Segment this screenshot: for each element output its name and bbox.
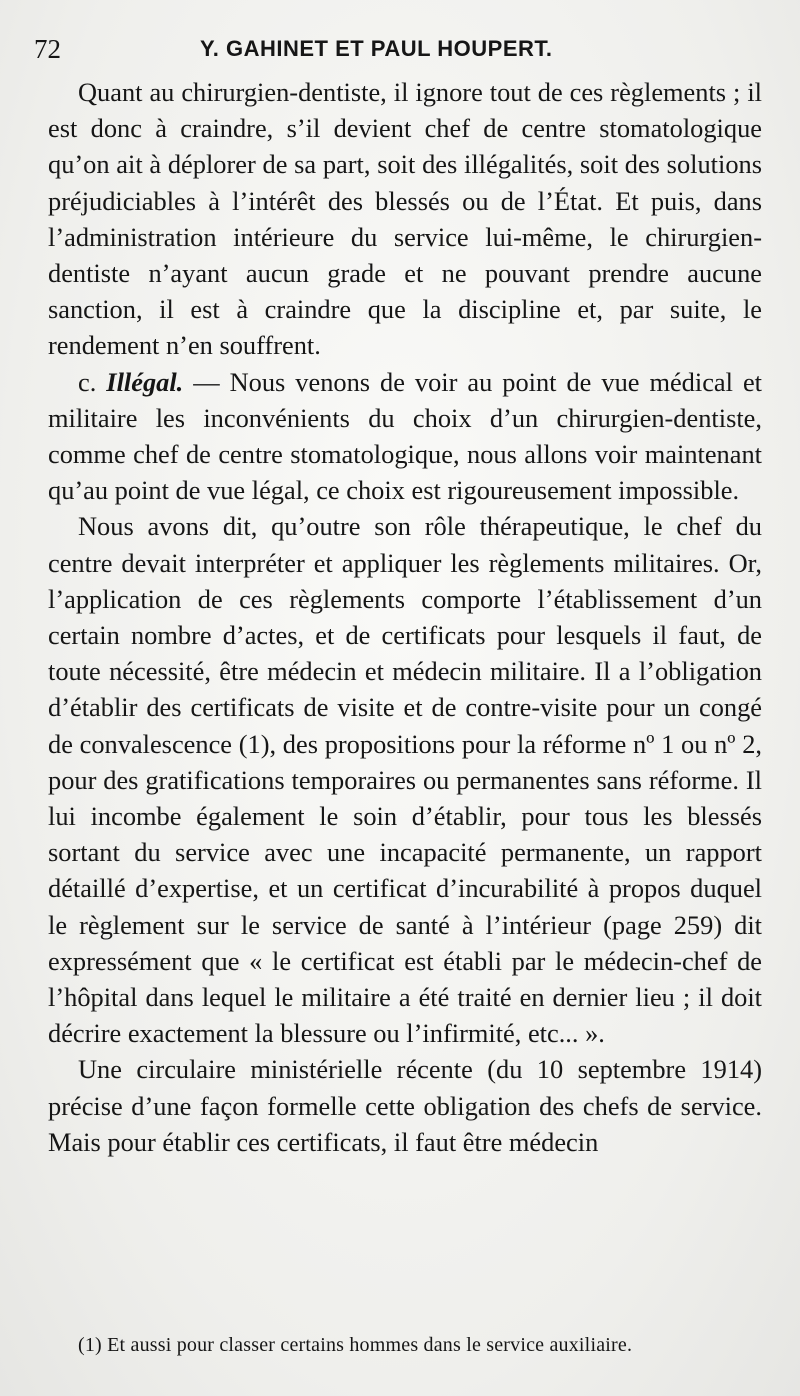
paragraph-3: Nous avons dit, qu’outre son rôle thérapeutique, le chef du centre devait interpréter et appliquer les règlements militaires. Or, l’application de ces règlements comporte l’établissement d’un certain nombre d’actes, et de certificats pour lesquels il faut, de toute nécessité, être médecin et médecin militaire. Il a l’obligation d’établir des certificats de visite et de contre-visite pour un congé de convalescence (1), des propositions pour la réforme nº 1 ou nº 2, pour des gratifications temporaires ou permanentes sans réforme. Il lui incombe également le soin d’établir, pour tous les blessés sortant du service avec une incapacité permanente, un rapport détaillé d’expertise, et un certificat d’incurabilité à propos duquel le règlement sur le service de santé à l’intérieur (page 259) dit expressément que « le certificat est établi par le médecin-chef de l’hôpital dans lequel le militaire a été traité en dernier lieu ; il doit décrire exactement la blessure ou l’infirmité, etc... ». — [48, 511, 762, 1049]
paragraph-4: Une circulaire ministérielle récente (du 10 septembre 1914) précise d’une façon formelle cette obligation des chefs de service. Mais pour établir ces certificats, il faut être médecin — [48, 1054, 762, 1157]
running-head: Y. GAHINET ET PAUL HOUPERT. — [200, 36, 553, 61]
paragraph-2-text: — Nous venons de voir au point de vue médical et militaire les inconvénients du choix d’un chirurgien-dentiste, comme chef de centre stomatologique, nous allons voir maintenant qu’au point de vue légal, ce choix est rigoureusement impossible. — [48, 366, 762, 506]
page-header — [34, 30, 762, 74]
page-number: 72 — [34, 34, 61, 64]
body-text — [48, 74, 762, 1160]
paragraph-2-heading: Illégal. — [106, 366, 184, 397]
footnote: (1) Et aussi pour classer certains hommes dans le service auxiliaire. — [78, 1334, 633, 1356]
paragraph-2-lead: c. — [78, 366, 107, 397]
paragraph-2 — [48, 364, 762, 509]
paragraph-1: Quant au chirurgien-dentiste, il ignore tout de ces règlements ; il est donc à craindre, s’il devient chef de centre stomatologique qu’on ait à déplorer de sa part, soit des illégalités, soit des solutions préjudiciables à l’intérêt des blessés ou de l’État. Et puis, dans l’administration intérieure du service lui-même, le chirurgien-dentiste n’ayant aucun grade et ne pouvant prendre aucune sanction, il est à craindre que la discipline et, par suite, le rendement n’en souffrent. — [48, 77, 762, 361]
